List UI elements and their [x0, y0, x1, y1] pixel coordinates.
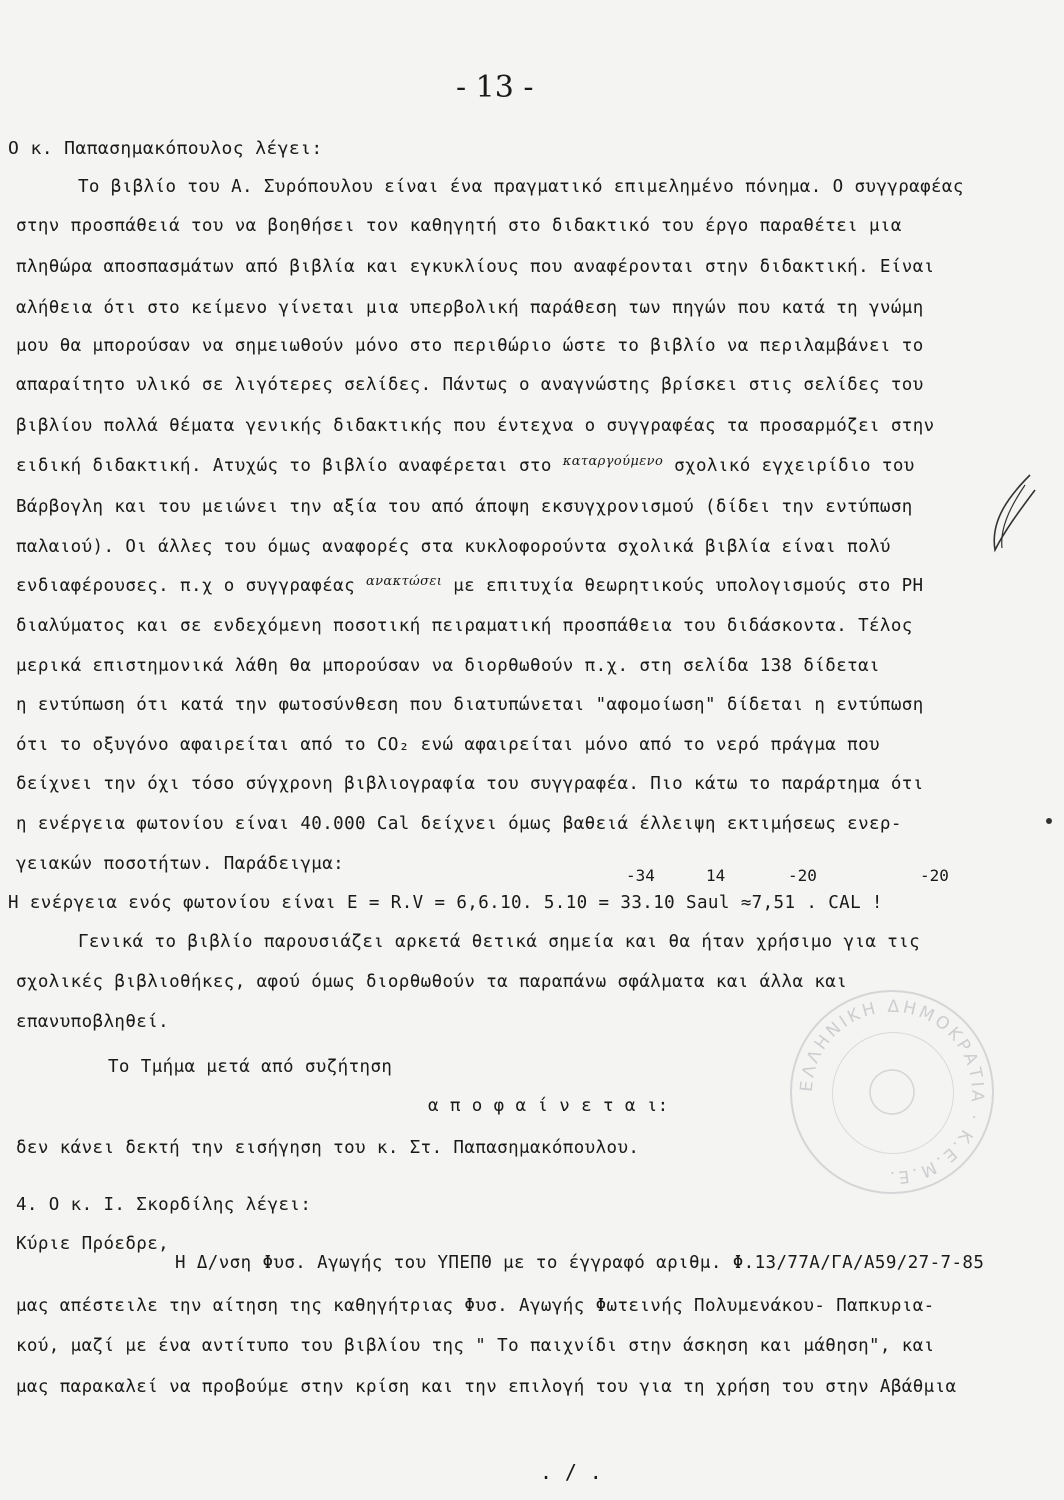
page-number: - 13 - [456, 70, 534, 105]
salutation: Κύριε Πρόεδρε, [16, 1234, 170, 1254]
handwritten-note: ανακτώσει [365, 574, 443, 589]
paragraph-text: με επιτυχία θεωρητικούς υπολογισμούς στο PH [453, 576, 924, 596]
hole-punch-mark [1046, 818, 1052, 824]
paragraph-line: η εντύπωση ότι κατά την φωτοσύνθεση που διατυπώνεται "αφομοίωση" δίδεται η εντύπωση [16, 695, 924, 715]
paragraph-line: μερικά επιστημονικά λάθη θα μπορούσαν να διορθωθούν π.χ. στη σελίδα 138 δίδεται [16, 656, 880, 676]
paragraph-line: δεν κάνει δεκτή την εισήγηση του κ. Στ. Παπασημακόπουλου. [16, 1138, 640, 1158]
paragraph-line: δείχνει την όχι τόσο σύγχρονη βιβλιογραφία του συγγραφέα. Πιο κάτω το παράρτημα ότι [16, 774, 924, 794]
paragraph-line: μας παρακαλεί να προβούμε στην κρίση και την επιλογή του για τη χρήση του στην Αβάθμια [16, 1377, 957, 1397]
paragraph-line: διαλύματος και σε ενδεχόμενη ποσοτική πειραματική προσπάθεια του διδάσκοντα. Τέλος [16, 616, 913, 636]
paragraph-line-with-note [16, 456, 915, 476]
paragraph-line: παλαιού). Οι άλλες του όμως αναφορές στα κυκλοφορούντα σχολικά βιβλία είναι πολύ [16, 537, 891, 557]
stamp-lettering-icon [792, 992, 992, 1192]
decision-heading: α π ο φ α ί ν ε τ α ι: [428, 1096, 669, 1116]
paragraph-line: σχολικές βιβλιοθήκες, αφού όμως διορθωθούν τα παραπάνω σφάλματα και άλλα και [16, 972, 848, 992]
paragraph-line: μας απέστειλε την αίτηση της καθηγήτριας Φυσ. Αγωγής Φωτεινής Πολυμενάκου- Παπκυρια- [16, 1296, 935, 1316]
paragraph-line: Το Τμήμα μετά από συζήτηση [108, 1057, 393, 1077]
official-stamp [790, 990, 994, 1194]
paragraph-line: Το βιβλίο του Α. Συρόπουλου είναι ένα πραγματικό επιμελημένο πόνημα. Ο συγγραφέας [78, 177, 964, 197]
paragraph-line: μου θα μπορούσαν να σημειωθούν μόνο στο περιθώριο ώστε το βιβλίο να περιλαμβάνει το [16, 336, 924, 356]
handwritten-note: καταργούμενο [562, 454, 664, 469]
paragraph-line: στην προσπάθειά του να βοηθήσει τον καθηγητή στο διδακτικό του έργο παραθέτει μια [16, 216, 902, 236]
paragraph-line: βιβλίου πολλά θέματα γενικής διδακτικής που έντεχνα ο συγγραφέας τα προσαρμόζει στην [16, 416, 935, 436]
superscript: -34 [626, 866, 655, 885]
paragraph-line: πληθώρα αποσπασμάτων από βιβλία και εγκυκλίους που αναφέρονται στην διδακτική. Είναι [16, 257, 935, 277]
paragraph-line: Η Δ/νση Φυσ. Αγωγής του ΥΠΕΠΘ με το έγγραφό αριθμ. Φ.13/77Α/ΓΑ/Α59/27-7-85 [175, 1253, 985, 1273]
superscript: 14 [706, 866, 726, 885]
paragraph-line: Βάρβογλη και του μειώνει την αξία του από άποψη εκσυγχρονισμού (δίδει την εντύπωση [16, 497, 913, 517]
show-through-text [140, 195, 150, 214]
paragraph-text: ενδιαφέρουσες. π.χ ο συγγραφέας [16, 576, 356, 596]
paragraph-line: απαραίτητο υλικό σε λιγότερες σελίδες. Πάντως ο αναγνώστης βρίσκει στις σελίδες του [16, 375, 924, 395]
item-heading: 4. Ο κ. Ι. Σκορδίλης λέγει: [16, 1195, 312, 1215]
paragraph-line-with-note [16, 576, 923, 596]
paragraph-line: αλήθεια ότι στο κείμενο γίνεται μια υπερβολική παράθεση των πηγών που κατά τη γνώμη [16, 298, 924, 318]
formula-line: Η ενέργεια ενός φωτονίου είναι E = R.V = 6,6.10. 5.10 = 33.10 Saul ≈7,51 . CAL ! [8, 893, 883, 913]
paragraph-line: η ενέργεια φωτονίου είναι 40.000 Cal δείχνει όμως βαθειά έλλειψη εκτιμήσεως ενερ- [16, 814, 902, 834]
paragraph-line: ότι το οξυγόνο αφαιρείται από το CO₂ ενώ αφαιρείται μόνο από το νερό πράγμα που [16, 735, 880, 755]
paragraph-line: κού, μαζί με ένα αντίτυπο του βιβλίου της " Το παιχνίδι στην άσκηση και μάθηση", και [16, 1336, 935, 1356]
paragraph-line: επανυποβληθεί. [16, 1012, 170, 1032]
paragraph-line: Γενικά το βιβλίο παρουσιάζει αρκετά θετικά σημεία και θα ήταν χρήσιμο για τις [78, 932, 921, 952]
superscript: -20 [788, 866, 817, 885]
paragraph-text: ειδική διδακτική. Ατυχώς το βιβλίο αναφέρεται στο [16, 456, 552, 476]
superscript: -20 [920, 866, 949, 885]
speaker-line: Ο κ. Παπασημακόπουλος λέγει: [8, 138, 323, 159]
svg-text:ΕΛΛΗΝΙΚΗ ΔΗΜΟΚΡΑΤΙΑ · Κ.Ε.Μ.Ε.: ΕΛΛΗΝΙΚΗ ΔΗΜΟΚΡΑΤΙΑ · Κ.Ε.Μ.Ε. [796, 996, 988, 1188]
margin-pen-mark-icon [980, 470, 1040, 560]
paragraph-text: σχολικό εγχειρίδιο του [674, 456, 915, 476]
continuation-mark: . / . [540, 1460, 603, 1484]
paragraph-line: γειακών ποσοτήτων. Παράδειγμα: [16, 854, 345, 874]
